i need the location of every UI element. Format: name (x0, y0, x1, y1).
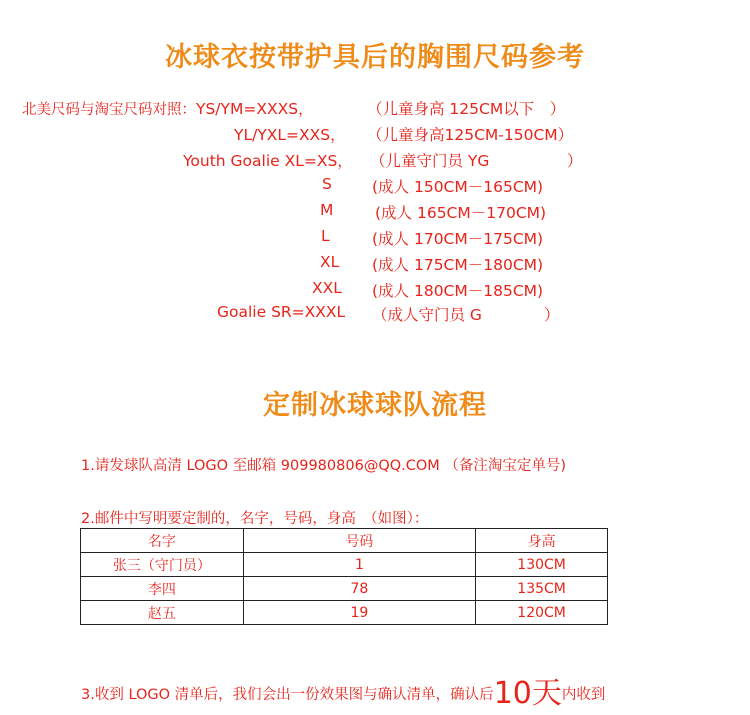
size-desc: （儿童身高125CM-150CM） (367, 126, 574, 144)
size-key: Youth Goalie XL=XS， (183, 152, 353, 170)
size-key: L (321, 227, 330, 245)
size-desc: (成人 150CM－165CM) (372, 178, 544, 196)
delivery-days-number: 10 (493, 676, 532, 711)
size-desc: （儿童守门员 YG ） (370, 152, 583, 170)
size-key: S (322, 175, 332, 193)
size-desc: (成人 170CM－175CM) (372, 230, 544, 248)
size-key: M (320, 201, 334, 219)
cell-height: 120CM (476, 601, 608, 625)
header-height: 身高 (476, 529, 608, 553)
step-1-text: 1.请发球队高清 LOGO 至邮箱 909980806@QQ.COM （备注淘宝定单号) (81, 458, 567, 474)
header-number: 号码 (243, 529, 476, 553)
size-desc: （儿童身高 125CM以下 ） (367, 100, 566, 118)
cell-number: 1 (243, 553, 476, 577)
table-row (81, 601, 608, 625)
example-order-table (80, 528, 608, 625)
size-key: XXL (312, 279, 342, 297)
table-row (81, 553, 608, 577)
cell-number: 78 (243, 577, 476, 601)
step-3-suffix: 内收到 (561, 687, 606, 703)
delivery-days-unit: 天 (531, 676, 562, 711)
table-header-row (81, 529, 608, 553)
size-key: Goalie SR=XXXL (217, 303, 346, 321)
cell-height: 130CM (476, 553, 608, 577)
cell-name: 赵五 (81, 601, 244, 625)
size-reference-title: 冰球衣按带护具后的胸围尺码参考 (165, 42, 585, 73)
header-name: 名字 (81, 529, 244, 553)
step-3-text (81, 668, 605, 712)
size-desc: (成人 175CM－180CM) (372, 256, 544, 274)
step-2-text: 2.邮件中写明要定制的，名字，号码，身高 （如图）： (81, 511, 429, 527)
cell-number: 19 (243, 601, 476, 625)
size-row (22, 97, 314, 119)
cell-name: 李四 (81, 577, 244, 601)
intro-label: 北美尺码与淘宝尺码对照： (22, 102, 196, 118)
process-title: 定制冰球球队流程 (263, 390, 487, 421)
cell-name: 张三（守门员） (81, 553, 244, 577)
size-key: XL (320, 253, 340, 271)
size-desc: (成人 180CM－185CM) (372, 282, 544, 300)
size-key: YS/YM=XXXS， (196, 100, 314, 118)
size-key: YL/YXL=XXS， (234, 126, 346, 144)
size-desc: (成人 165CM－170CM) (375, 204, 547, 222)
table-row (81, 577, 608, 601)
step-3-prefix: 3.收到 LOGO 清单后，我们会出一份效果图与确认清单，确认后 (81, 687, 494, 703)
cell-height: 135CM (476, 577, 608, 601)
size-desc: （成人守门员 G ） (372, 306, 560, 324)
